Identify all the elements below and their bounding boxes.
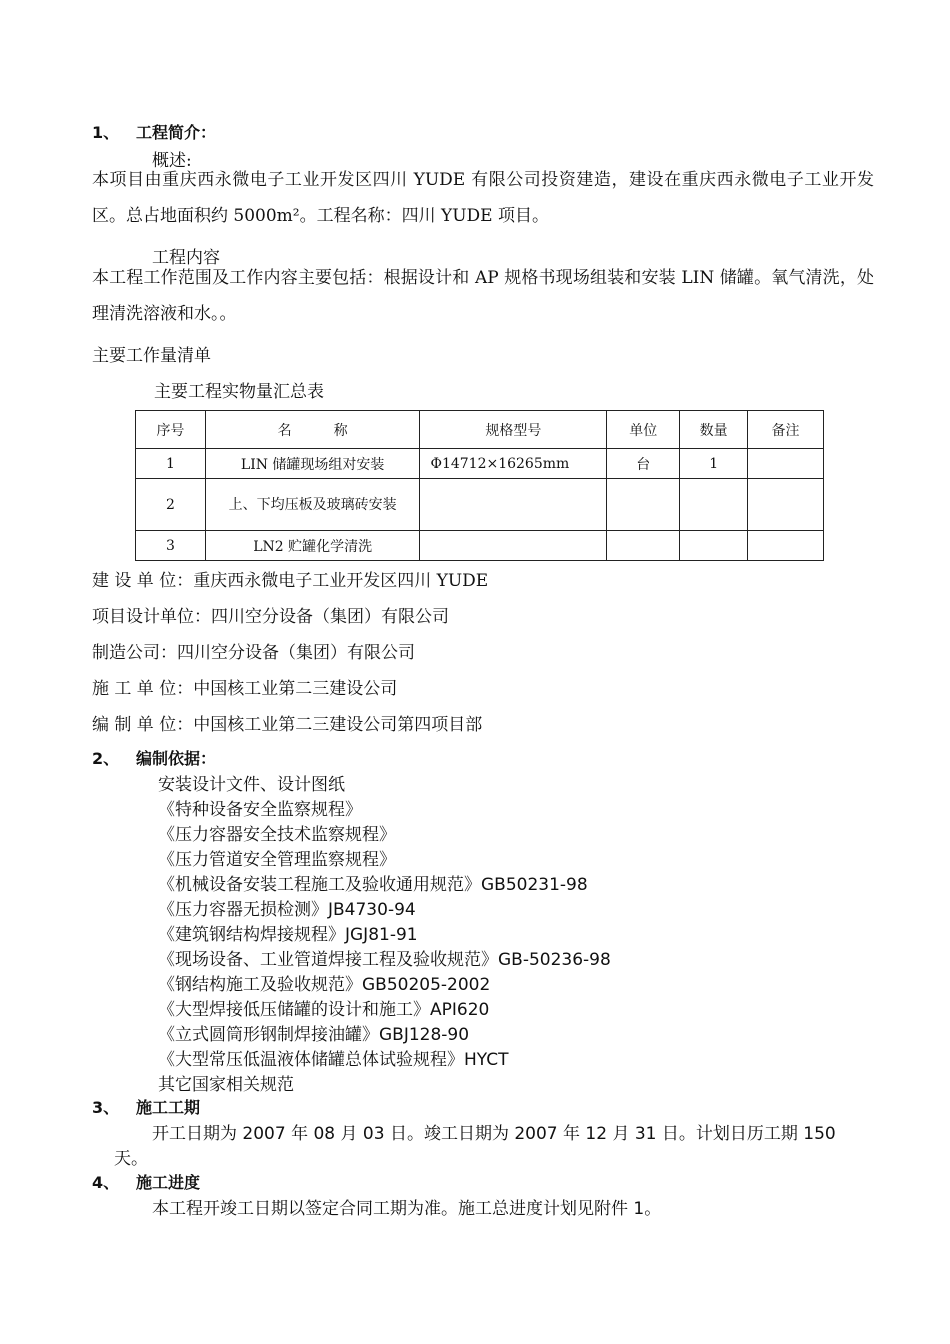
cell-name: LIN 储罐现场组对安装 (205, 449, 420, 479)
section-2-number: 2、 (92, 749, 120, 768)
construction-unit: 施 工 单 位：中国核工业第二三建设公司 (92, 679, 398, 699)
basis-item: 其它国家相关规范 (158, 1075, 294, 1095)
design-unit: 项目设计单位：四川空分设备（集团）有限公司 (92, 607, 449, 627)
section-3-title: 施工工期 (136, 1098, 201, 1117)
section-4-title: 施工进度 (136, 1173, 201, 1192)
table-title: 主要工程实物量汇总表 (154, 382, 324, 402)
cell-quantity (680, 479, 748, 531)
section-3-number: 3、 (92, 1098, 120, 1117)
header-quantity: 数量 (680, 411, 748, 449)
table-row (136, 531, 824, 561)
worklist-label: 主要工作量清单 (92, 346, 211, 366)
content-text: 本工程工作范围及工作内容主要包括：根据设计和 AP 规格书现场组装和安装 LIN 储罐。氧气清洗，处理清洗溶液和水。。 (92, 268, 874, 324)
cell-index: 2 (136, 479, 206, 531)
cell-unit: 台 (607, 449, 680, 479)
progress-text: 本工程开竣工日期以签定合同工期为准。施工总进度计划见附件 1。 (152, 1199, 662, 1219)
cell-index: 3 (136, 531, 206, 561)
overview-text: 本项目由重庆西永微电子工业开发区四川 YUDE 有限公司投资建造，建设在重庆西永微电子工业开发区。总占地面积约 5000m²。工程名称：四川 YUDE 项目。 (92, 170, 874, 226)
basis-item: 《压力管道安全管理监察规程》 (158, 850, 396, 870)
cell-name: 上、下均压板及玻璃砖安装 (205, 479, 420, 531)
basis-item: 《压力容器无损检测》JB4730-94 (158, 900, 416, 920)
manufacturer: 制造公司：四川空分设备（集团）有限公司 (92, 643, 415, 663)
table-row (136, 449, 824, 479)
basis-item: 安装设计文件、设计图纸 (158, 775, 345, 795)
quantity-table (135, 410, 824, 561)
basis-item: 《现场设备、工业管道焊接工程及验收规范》GB-50236-98 (158, 950, 611, 970)
table-header-row (136, 411, 824, 449)
header-unit: 单位 (607, 411, 680, 449)
compiling-unit: 编 制 单 位：中国核工业第二三建设公司第四项目部 (92, 715, 483, 735)
cell-unit (607, 531, 680, 561)
cell-unit (607, 479, 680, 531)
cell-remark (748, 531, 824, 561)
cell-name: LN2 贮罐化学清洗 (205, 531, 420, 561)
section-1-number: 1、 (92, 123, 120, 142)
owner-unit: 建 设 单 位：重庆西永微电子工业开发区四川 YUDE (92, 571, 489, 591)
header-remark: 备注 (748, 411, 824, 449)
cell-remark (748, 449, 824, 479)
content-label: 工程内容 (152, 248, 220, 268)
header-index: 序号 (136, 411, 206, 449)
schedule-text-line1: 开工日期为 2007 年 08 月 03 日。竣工日期为 2007 年 12 月 31 日。计划日历工期 150 (152, 1124, 836, 1144)
cell-spec (420, 531, 607, 561)
cell-spec: Φ14712×16265mm (420, 449, 607, 479)
section-2-title: 编制依据： (136, 749, 217, 768)
basis-item: 《压力容器安全技术监察规程》 (158, 825, 396, 845)
basis-item: 《机械设备安装工程施工及验收通用规范》GB50231-98 (158, 875, 588, 895)
basis-item: 《钢结构施工及验收规范》GB50205-2002 (158, 975, 491, 995)
cell-remark (748, 479, 824, 531)
cell-quantity: 1 (680, 449, 748, 479)
header-spec: 规格型号 (420, 411, 607, 449)
header-name: 名 称 (205, 411, 420, 449)
section-1-title: 工程简介： (136, 123, 217, 142)
cell-spec (420, 479, 607, 531)
overview-label: 概述: (152, 151, 192, 171)
cell-quantity (680, 531, 748, 561)
basis-item: 《立式圆筒形钢制焊接油罐》GBJ128-90 (158, 1025, 470, 1045)
basis-item: 《大型焊接低压储罐的设计和施工》API620 (158, 1000, 490, 1020)
basis-item: 《建筑钢结构焊接规程》JGJ81-91 (158, 925, 418, 945)
cell-index: 1 (136, 449, 206, 479)
schedule-text-line2: 天。 (114, 1149, 148, 1169)
table-row (136, 479, 824, 531)
basis-item: 《大型常压低温液体储罐总体试验规程》HYCT (158, 1050, 509, 1070)
basis-item: 《特种设备安全监察规程》 (158, 800, 362, 820)
section-4-number: 4、 (92, 1173, 120, 1192)
